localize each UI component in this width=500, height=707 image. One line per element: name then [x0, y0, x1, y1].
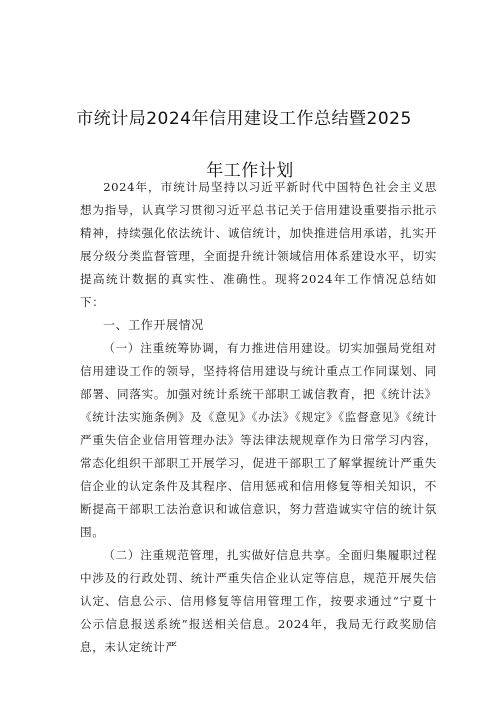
section-paragraph-1: （一）注重统筹协调，有力推进信用建设。切实加强局党组对信用建设工作的领导，坚持将信用建设与统计重点工作同谋划、同部署、同落实。加强对统计系统干部职工诚信教育，把《统计法》《统计法实施条例》及《意见》《办法》《规定》《监督意见》《统计严重失信企业信用管理办法》等法律法规规章作为日常学习内容，常态化组织干部职工开展学习，促进干部职工了解掌握统计严重失信企业的认定条件及其程序、信用惩戒和信用修复等相关知识，不断提高干部职工法治意识和诚信意识，努力营造诚实守信的统计氛围。	[80, 341, 437, 539]
section-heading: 一、工作开展情况	[103, 318, 204, 332]
document-title-line-1: 市统计局2024年信用建设工作总结暨2025	[76, 109, 412, 129]
document-body	[80, 176, 437, 659]
document-title-line-2: 年工作计划	[206, 161, 294, 181]
section-paragraph-2: （二）注重规范管理，扎实做好信息共享。全面归集履职过程中涉及的行政处罚、统计严重失信企业认定等信息，规范开展失信认定、信息公示、信用修复等信用管理工作，按要求通过“宁夏十公示信息报送系统”报送相关信息。2024年，我局无行政奖励信息，未认定统计严	[80, 548, 437, 654]
intro-paragraph: 2024年，市统计局坚持以习近平新时代中国特色社会主义思想为指导，认真学习贯彻习近平总书记关于信用建设重要指示批示精神，持续强化依法统计、诚信统计，加快推进信用承诺，扎实开展分级分类监督管理，全面提升统计领域信用体系建设水平，切实提高统计数据的真实性、准确性。现将2024年工作情况总结如下：	[80, 180, 437, 309]
